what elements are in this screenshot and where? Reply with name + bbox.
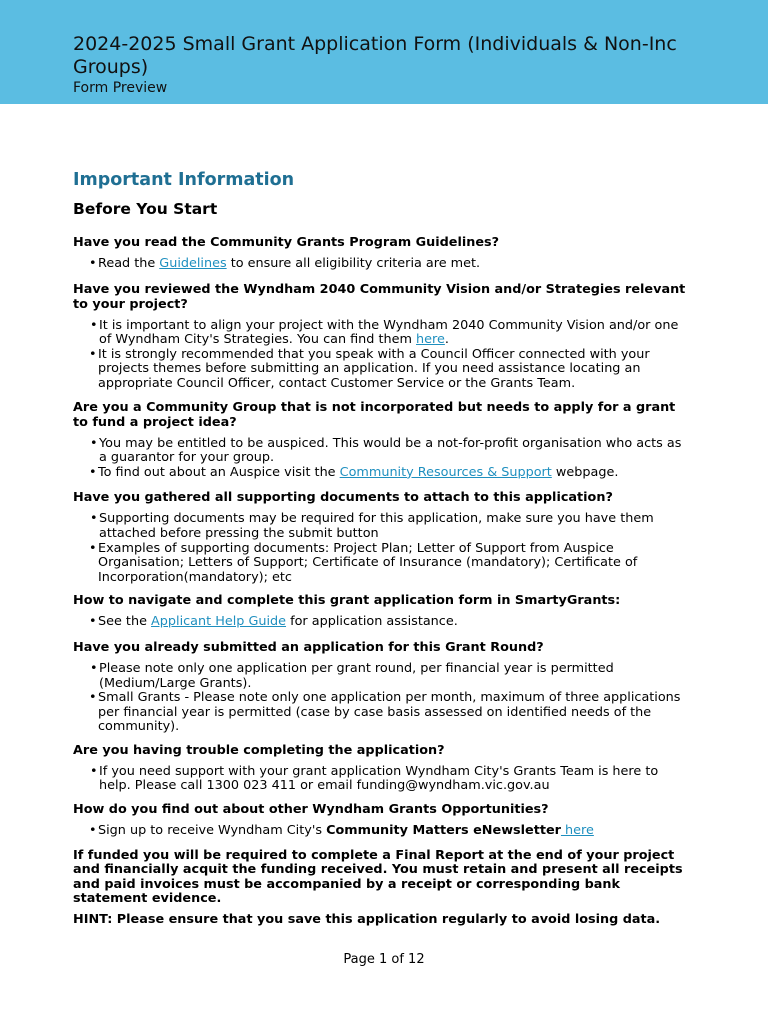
list-item: [73, 466, 693, 481]
list-item: [73, 319, 693, 348]
list-item: • Please note only one application per grant round, per financial year is permitted (Medium/Large Grants).: [73, 662, 693, 691]
bullet-text: See the: [98, 614, 152, 630]
list-guidelines: [73, 257, 693, 272]
form-subtitle: Form Preview: [73, 80, 168, 96]
list-item: • Supporting documents may be required for this application, make sure you have them attached before pressing the submit button: [73, 512, 693, 541]
list-submitted: [73, 662, 693, 735]
question-trouble: Are you having trouble completing the application?: [73, 742, 445, 758]
list-community-group: [73, 437, 693, 481]
bullet-text: To find out about an Auspice visit the: [98, 464, 340, 480]
page-number: Page 1 of 12: [343, 952, 425, 967]
guidelines-link[interactable]: Guidelines: [159, 256, 227, 271]
list-item: [73, 257, 693, 272]
section-heading: Important Information: [73, 170, 295, 190]
question-guidelines: Have you read the Community Grants Program Guidelines?: [73, 235, 500, 250]
main-content: [73, 168, 693, 928]
list-item: [73, 824, 693, 839]
list-item: • If you need support with your grant application Wyndham City's Grants Team is here to help. Please call 1300 023 411 or email funding@wyndham.vic.gov.au: [73, 765, 693, 794]
bullet-text: webpage.: [551, 464, 619, 480]
list-opportunities: [73, 824, 693, 839]
question-documents: Have you gathered all supporting documents to attach to this application?: [73, 490, 613, 506]
bullet-text: Read the: [98, 256, 160, 271]
form-title: 2024-2025 Small Grant Application Form (Individuals & Non-Inc Groups): [73, 33, 677, 78]
hint-note: HINT: Please ensure that you save this application regularly to avoid losing data.: [73, 912, 661, 928]
list-item: • You may be entitled to be auspiced. This would be a not-for-profit organisation who acts as a guarantor for your group.: [73, 437, 693, 466]
question-submitted: Have you already submitted an application for this Grant Round?: [73, 639, 544, 655]
bullet-text: Sign up to receive Wyndham City's: [98, 823, 327, 839]
funded-note: If funded you will be required to complete a Final Report at the end of your project and financially acquit the funding received. You must retain and present all receipts and paid invoices must be accompanied by a receipt or corresponding bank statement evidence.: [73, 847, 683, 907]
bullet-text: .: [444, 332, 449, 348]
section-subheading: Before You Start: [73, 200, 218, 218]
list-item: • Examples of supporting documents: Project Plan; Letter of Support from Auspice Organisation; Letters of Support; Certificate of Insurance (mandatory); Certificate of Incorporation(mandatory); etc: [73, 542, 693, 586]
newsletter-here-link[interactable]: here: [560, 823, 594, 839]
list-item: • It is strongly recommended that you speak with a Council Officer connected with your projects themes before submitting an application. If you need assistance locating an appropriate Council Officer, contact Customer Service or the Grants Team.: [73, 348, 693, 392]
page-header: [0, 0, 768, 104]
question-navigate: How to navigate and complete this grant application form in SmartyGrants:: [73, 593, 621, 609]
list-navigate: [73, 615, 693, 630]
bullet-text: for application assistance.: [286, 614, 458, 630]
question-community-group: Are you a Community Group that is not incorporated but needs to apply for a grant to fund a project idea?: [73, 399, 676, 430]
applicant-help-guide-link[interactable]: Applicant Help Guide: [151, 614, 287, 630]
list-item: [73, 615, 693, 630]
list-vision: [73, 319, 693, 392]
bullet-text: to ensure all eligibility criteria are met.: [226, 256, 481, 271]
list-documents: [73, 512, 693, 585]
strategies-here-link[interactable]: here: [416, 332, 445, 348]
newsletter-name: Community Matters eNewsletter: [326, 823, 561, 839]
question-opportunities: How do you find out about other Wyndham Grants Opportunities?: [73, 802, 549, 818]
list-item: • Small Grants - Please note only one application per month, maximum of three applications per financial year is permitted (case by case basis assessed on identified needs of the community).: [73, 691, 693, 735]
list-trouble: [73, 765, 693, 794]
bullet-text: It is important to align your project with the Wyndham 2040 Community Vision and/or one of Wyndham City's Strategies. You can find them: [99, 317, 679, 348]
community-resources-link[interactable]: Community Resources & Support: [339, 464, 552, 480]
question-vision: Have you reviewed the Wyndham 2040 Community Vision and/or Strategies relevant to your project?: [73, 281, 686, 312]
